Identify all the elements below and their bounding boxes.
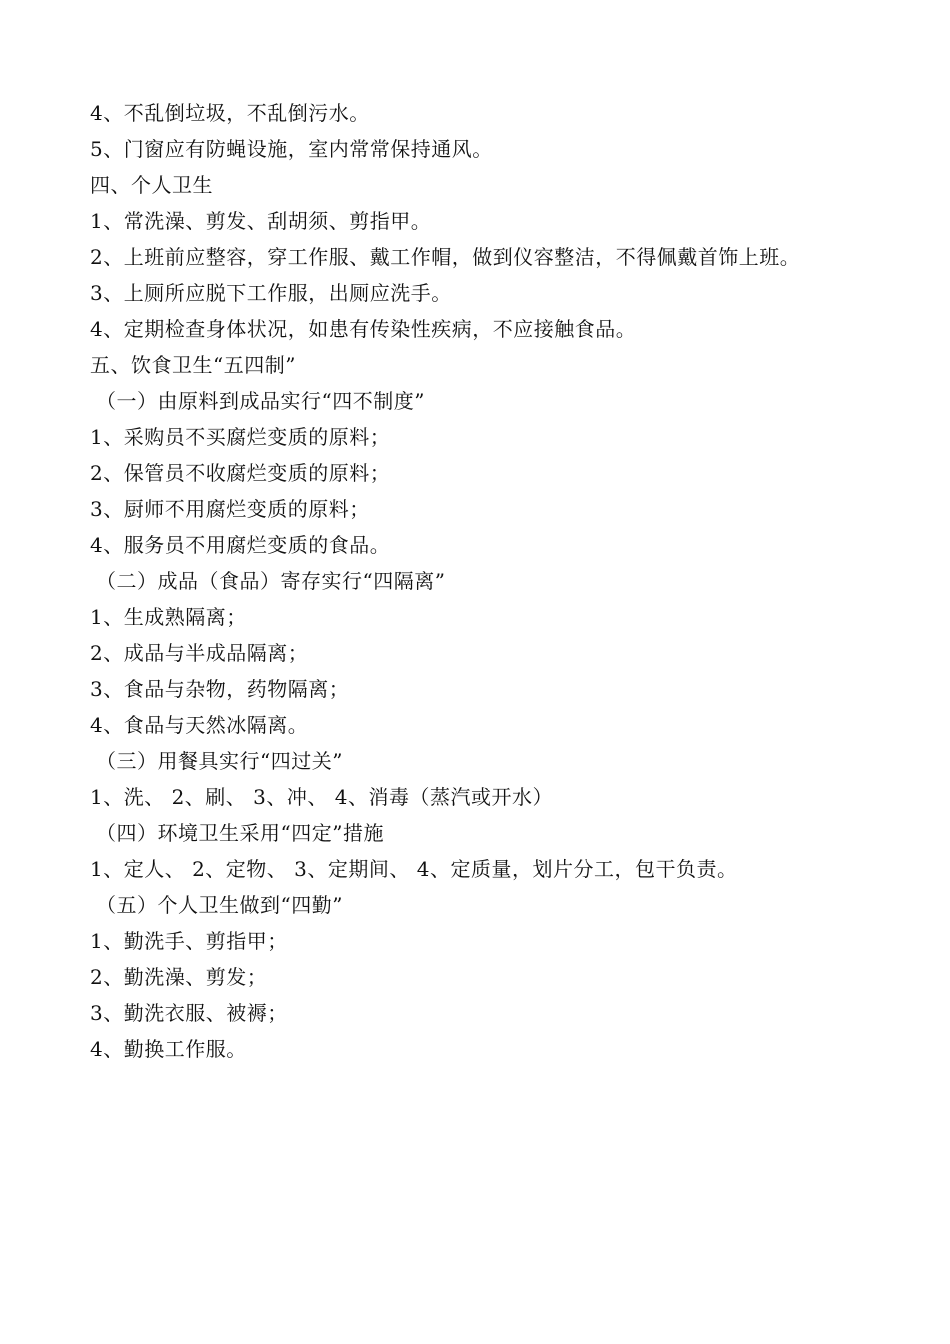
list-item: 2、保管员不收腐烂变质的原料； [90,461,391,485]
list-item: 1、洗、 2、刷、 3、冲、 4、消毒（蒸汽或开水） [90,785,553,809]
list-item: 4、食品与天然冰隔离。 [90,713,309,737]
list-item: 2、勤洗澡、剪发； [90,965,268,989]
list-item: 1、定人、 2、定物、 3、定期间、 4、定质量，划片分工，包干负责。 [90,857,738,881]
list-item: 5、门窗应有防蝇设施，室内常常保持通风。 [90,137,493,161]
subsection-heading: （四）环境卫生采用“四定”措施 [96,821,384,845]
list-item: 3、厨师不用腐烂变质的原料； [90,497,370,521]
section-heading: 五、饮食卫生“五四制” [90,353,296,377]
section-heading: 四、个人卫生 [90,173,213,197]
subsection-heading: （二）成品（食品）寄存实行“四隔离” [96,569,446,593]
subsection-heading: （三）用餐具实行“四过关” [96,749,343,773]
list-item: 1、生成熟隔离； [90,605,247,629]
list-item: 1、勤洗手、剪指甲； [90,929,288,953]
subsection-heading: （一）由原料到成品实行“四不制度” [96,389,425,413]
list-item: 1、采购员不买腐烂变质的原料； [90,425,391,449]
list-item: 1、常洗澡、剪发、刮胡须、剪指甲。 [90,209,432,233]
list-item: 2、上班前应整容，穿工作服、戴工作帽，做到仪容整洁，不得佩戴首饰上班。 [90,245,801,269]
list-item: 3、食品与杂物，药物隔离； [90,677,350,701]
document-body [90,95,890,1067]
list-item: 4、勤换工作服。 [90,1037,247,1061]
list-item: 4、不乱倒垃圾，不乱倒污水。 [90,101,370,125]
list-item: 4、服务员不用腐烂变质的食品。 [90,533,391,557]
list-item: 4、定期检查身体状况，如患有传染性疾病，不应接触食品。 [90,317,637,341]
list-item: 3、勤洗衣服、被褥； [90,1001,288,1025]
list-item: 2、成品与半成品隔离； [90,641,309,665]
list-item: 3、上厕所应脱下工作服，出厕应洗手。 [90,281,452,305]
subsection-heading: （五）个人卫生做到“四勤” [96,893,343,917]
